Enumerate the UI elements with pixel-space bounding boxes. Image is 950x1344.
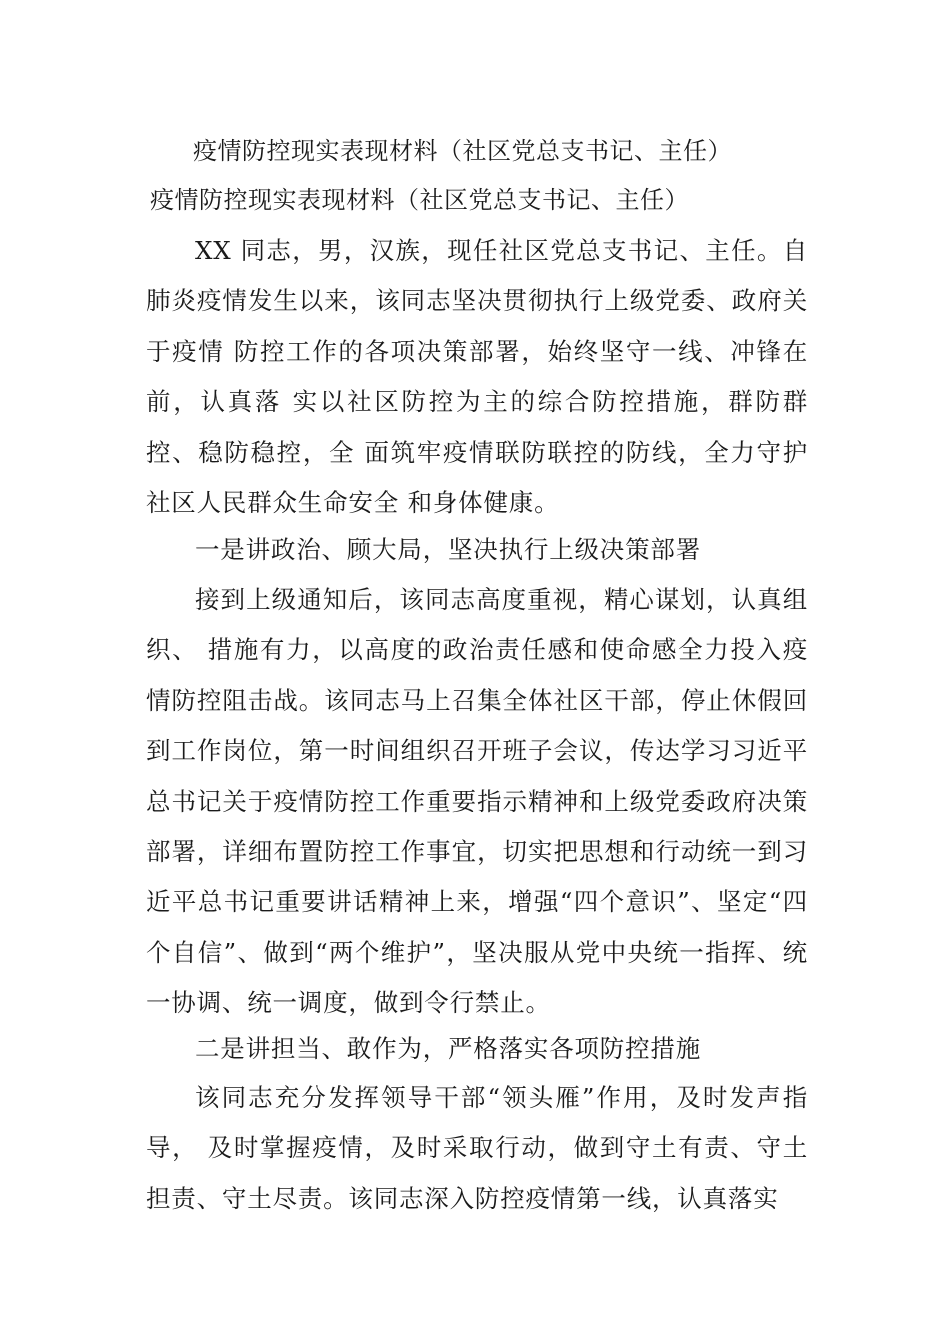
- document-subtitle: 疫情防控现实表现材料（社区党总支书记、主任）: [150, 186, 689, 214]
- section-1-heading: 一是讲政治、顾大局，坚决执行上级决策部署: [195, 535, 701, 564]
- document-title: 疫情防控现实表现材料（社区党总支书记、主任）: [193, 137, 732, 165]
- section-2-paragraph: 该同志充分发挥领导干部“领头雁”作用，及时发声指导， 及时掌握疫情，及时采取行动，做到守土有责、守土担责、守土尽责。该同志深入防控疫情第一线，认真落实: [146, 1083, 808, 1213]
- section-1-paragraph: 接到上级通知后，该同志高度重视，精心谋划，认真组织、 措施有力，以高度的政治责任感和使命感全力投入疫情防控阻击战。该同志马上召集全体社区干部，停止休假回到工作岗位，第一时间组织召开班子会议，传达学习习近平总书记关于疫情防控工作重要指示精神和上级党委政府决策部署，详细布置防控工作事宜，切实把思想和行动统一到习近平总书记重要讲话精神上来，增强“四个意识”、坚定“四个自信”、做到“两个维护”，坚决服从党中央统一指挥、统一协调、统一调度，做到令行禁止。: [146, 585, 808, 1018]
- intro-paragraph: XX 同志，男，汉族，现任社区党总支书记、主任。自肺炎疫情发生以来，该同志坚决贯彻执行上级党委、政府关于疫情 防控工作的各项决策部署，始终坚守一线、冲锋在前，认真落 实以社区防控为主的综合防控措施，群防群控、稳防稳控，全 面筑牢疫情联防联控的防线，全力守护社区人民群众生命安全 和身体健康。: [146, 236, 808, 518]
- section-2-heading: 二是讲担当、敢作为，严格落实各项防控措施: [195, 1034, 701, 1063]
